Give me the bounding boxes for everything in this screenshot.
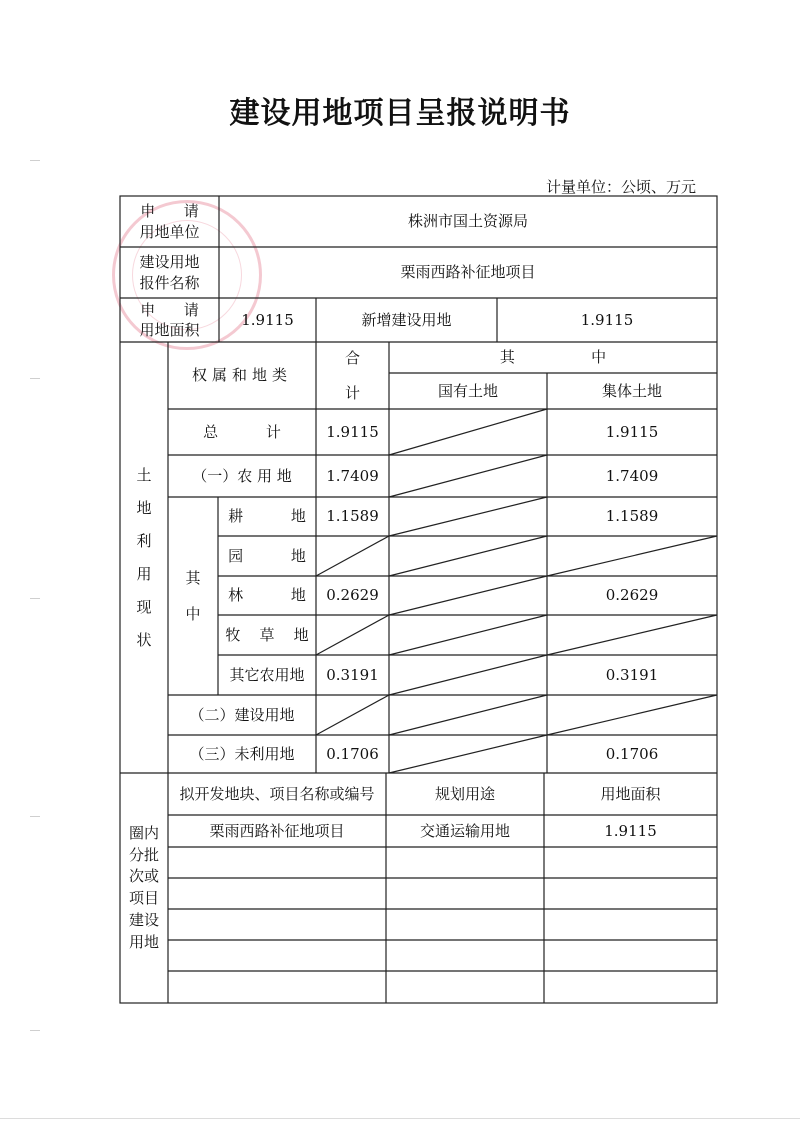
- row-collective: 1.7409: [605, 466, 659, 485]
- header-collective: 集体土地: [601, 381, 662, 400]
- batch-cell-usage: 交通运输用地: [419, 821, 510, 840]
- row-label: （三）未利用地: [189, 744, 295, 763]
- project-label-line1: 建设用地: [139, 253, 200, 272]
- batch-side-line: 项目: [128, 889, 159, 907]
- applicant-label-line2: 用地单位: [139, 222, 200, 241]
- unit-note: 计量单位：公顷、万元: [545, 178, 696, 196]
- side-char: 状: [136, 630, 152, 649]
- page-title: 建设用地项目呈报说明书: [229, 96, 571, 131]
- project-value: 栗雨西路补征地项目: [400, 263, 536, 282]
- project-label-line2: 报件名称: [139, 273, 200, 292]
- applicant-value: 株洲市国土资源局: [407, 212, 528, 231]
- row-collective: 1.9115: [605, 422, 659, 441]
- margin-tick: [30, 598, 40, 599]
- row-total: 1.1589: [326, 507, 379, 526]
- batch-side-line: 建设: [128, 910, 159, 929]
- row-label: 牧 草 地: [225, 625, 309, 644]
- batch-header-usage: 规划用途: [434, 784, 495, 803]
- margin-tick: [30, 1030, 40, 1031]
- header-total-bottom: 计: [344, 383, 360, 402]
- area-value: 1.9115: [241, 310, 294, 329]
- batch-side-line: 分批: [128, 845, 159, 864]
- row-total: 0.1706: [326, 744, 379, 763]
- land-use-side-label: [120, 342, 168, 773]
- header-among: 其 中: [499, 348, 607, 367]
- among-label: [168, 497, 218, 695]
- margin-tick: [30, 160, 40, 161]
- batch-cell-project: 栗雨西路补征地项目: [209, 821, 345, 840]
- page-bottom-rule: [0, 1118, 800, 1119]
- new-construction-value: 1.9115: [580, 310, 634, 329]
- project-label: [120, 247, 219, 298]
- header-total-top: 合: [344, 349, 360, 367]
- area-label-line1: 申 请: [140, 300, 199, 319]
- applicant-label: [120, 196, 219, 247]
- side-char: 土: [136, 465, 152, 484]
- side-char: 利: [136, 531, 152, 550]
- row-label: 其它农用地: [229, 665, 305, 684]
- row-label: 耕 地: [228, 507, 306, 526]
- margin-tick: [30, 816, 40, 817]
- batch-cell-area: 1.9115: [604, 821, 657, 840]
- header-state-owned: 国有土地: [437, 381, 498, 400]
- row-total: 0.3191: [326, 665, 379, 684]
- row-collective: 0.1706: [605, 744, 659, 763]
- row-label: （二）建设用地: [189, 705, 295, 724]
- row-collective: 0.2629: [605, 586, 659, 605]
- row-total: 1.9115: [326, 422, 379, 441]
- header-total: [316, 342, 389, 409]
- row-label: 总 计: [203, 422, 281, 441]
- batch-header-project: 拟开发地块、项目名称或编号: [179, 784, 375, 803]
- area-label: [120, 298, 219, 342]
- side-char: 地: [136, 498, 152, 517]
- batch-header-area: 用地面积: [600, 784, 661, 803]
- batch-side-line: 圈内: [128, 823, 159, 842]
- batch-side-label: [120, 773, 168, 1003]
- row-label: 林 地: [228, 586, 306, 605]
- row-total: 0.2629: [326, 586, 379, 605]
- header-category: 权属和地类: [191, 366, 292, 385]
- batch-side-line: 用地: [128, 932, 159, 951]
- row-collective: 1.1589: [605, 507, 659, 526]
- among-char: 中: [185, 605, 201, 623]
- side-char: 用: [136, 564, 152, 583]
- row-total: 1.7409: [326, 466, 379, 485]
- among-char: 其: [185, 569, 201, 587]
- batch-side-line: 次或: [128, 867, 159, 886]
- area-label-line2: 用地面积: [139, 321, 200, 339]
- new-construction-label: 新增建设用地: [361, 310, 452, 329]
- row-collective: 0.3191: [605, 665, 659, 684]
- side-char: 现: [136, 597, 152, 616]
- row-label: 园 地: [228, 546, 306, 565]
- row-label: （一）农 用 地: [192, 466, 292, 485]
- applicant-label-line1: 申 请: [140, 202, 199, 221]
- margin-tick: [30, 378, 40, 379]
